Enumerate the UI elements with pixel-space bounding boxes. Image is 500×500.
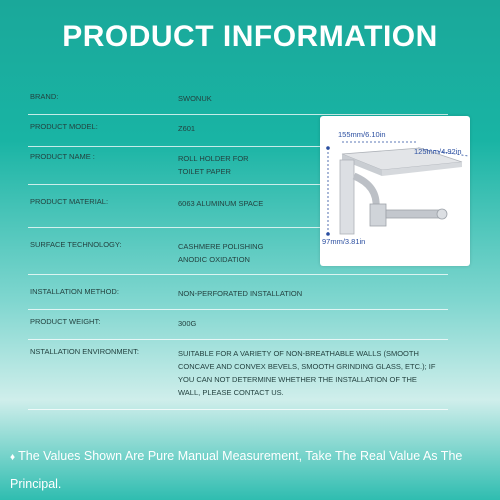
- spec-value: SUITABLE FOR A VARIETY OF NON-BREATHABLE WALLS (SMOOTH CONCAVE AND CONVEX BEVELS, SMOOTH GRINDING GLASS, ETC.); IF YOU CAN NOT DETERMINE WHETHER THE INSTALLATION OF THE WALL, PLEASE CONTACT US.: [178, 349, 436, 397]
- note-text: The Values Shown Are Pure Manual Measurement, Take The Real Value As The Principal.: [10, 449, 463, 491]
- spec-row-environment: [28, 347, 448, 410]
- page-title: PRODUCT INFORMATION: [62, 20, 438, 53]
- spec-value: SWONUK: [178, 94, 212, 103]
- depth-dimension-label: 125mm/4.92in: [414, 147, 462, 156]
- spec-label: PRODUCT NAME :: [30, 152, 95, 161]
- product-image: [320, 116, 470, 266]
- spec-label: BRAND:: [30, 92, 59, 101]
- spec-row-brand: [28, 92, 448, 115]
- spec-value: 6063 ALUMINUM SPACE: [178, 199, 264, 208]
- measurement-note: [10, 443, 490, 498]
- spec-value: NON-PERFORATED INSTALLATION: [178, 289, 303, 298]
- spec-label: PRODUCT WEIGHT:: [30, 317, 101, 326]
- spec-label: PRODUCT MODEL:: [30, 122, 98, 131]
- spec-label: NSTALLATION ENVIRONMENT:: [30, 347, 139, 356]
- spec-label: INSTALLATION METHOD:: [30, 287, 119, 296]
- height-dimension-label: 97mm/3.81in: [322, 237, 366, 246]
- spec-value: Z601: [178, 124, 196, 133]
- spec-value: 300G: [178, 319, 197, 328]
- spec-label: SURFACE TECHNOLOGY:: [30, 240, 122, 249]
- spec-value: CASHMERE POLISHING ANODIC OXIDATION: [178, 242, 264, 264]
- spec-row-installation-method: [28, 287, 448, 310]
- width-dimension-label: 155mm/6.10in: [338, 130, 386, 139]
- spec-label: PRODUCT MATERIAL:: [30, 197, 109, 206]
- diamond-icon: ♦: [10, 452, 16, 463]
- spec-value: ROLL HOLDER FOR TOILET PAPER: [178, 154, 249, 176]
- spec-row-weight: [28, 317, 448, 340]
